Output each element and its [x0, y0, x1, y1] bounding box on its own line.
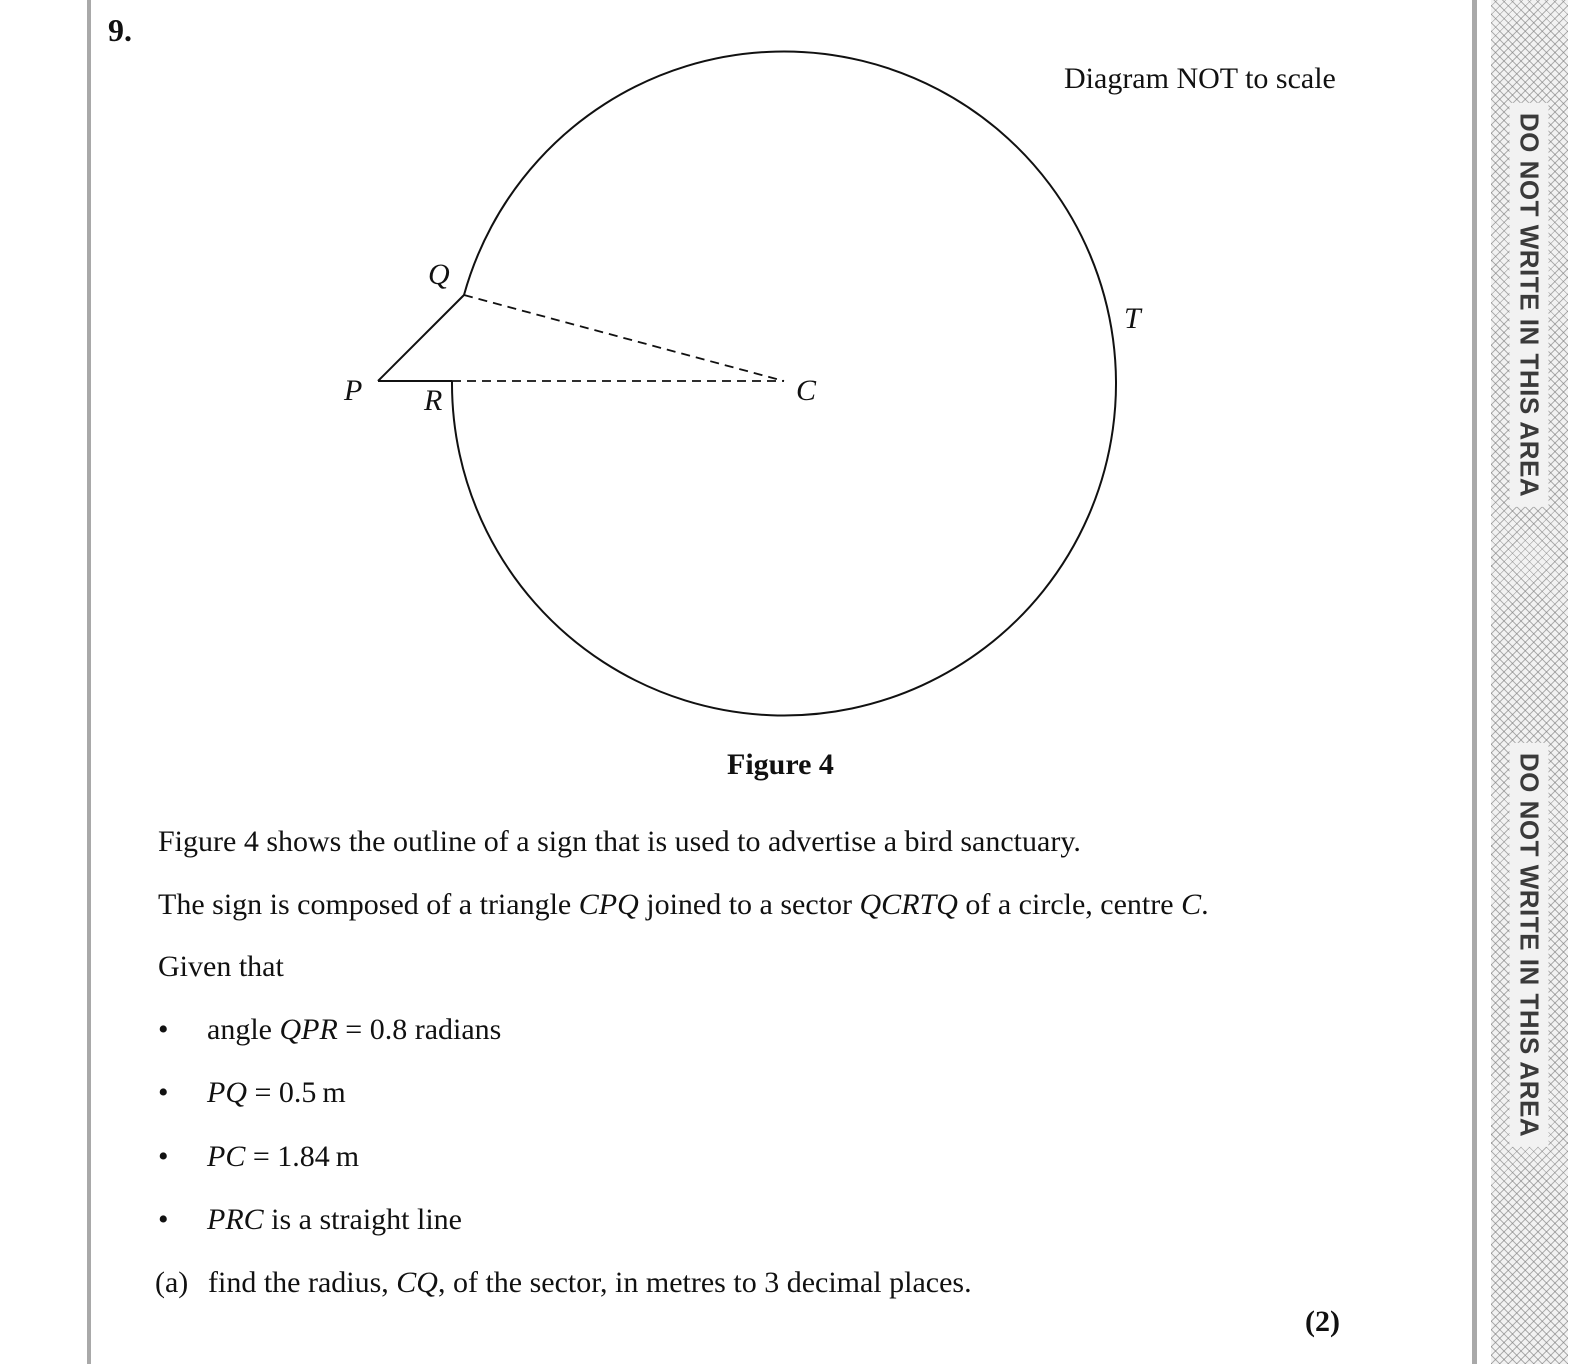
paragraph-composition: The sign is composed of a triangle CPQ joined to a sector QCRTQ of a circle, centre C. [158, 888, 1209, 921]
point-label-t: T [1124, 302, 1141, 335]
paragraph-intro: Figure 4 shows the outline of a sign that is used to advertise a bird sanctuary. [158, 825, 1081, 858]
sector-arc [452, 51, 1116, 715]
part-a-label: (a) [155, 1266, 189, 1299]
question-number: 9. [108, 12, 132, 48]
bullet-dot: • [158, 1203, 169, 1236]
margin-warning-top: DO NOT WRITE IN THIS AREA [1510, 103, 1549, 507]
figure-caption: Figure 4 [727, 748, 834, 781]
part-a-marks: (2) [1305, 1305, 1340, 1338]
point-label-r: R [424, 384, 443, 417]
point-label-q: Q [428, 258, 450, 291]
right-margin-rule [1472, 0, 1477, 1364]
bullet-dot: • [158, 1140, 169, 1173]
point-label-p: P [344, 374, 363, 407]
bullet-dot: • [158, 1076, 169, 1109]
margin-warning-bottom: DO NOT WRITE IN THIS AREA [1510, 743, 1549, 1147]
paragraph-given: Given that [158, 950, 284, 983]
point-label-c: C [796, 374, 817, 407]
dashed-line-qc [464, 295, 784, 381]
line-pq [378, 295, 464, 381]
diagram-scale-note: Diagram NOT to scale [1064, 62, 1336, 95]
bullet-dot: • [158, 1013, 169, 1046]
